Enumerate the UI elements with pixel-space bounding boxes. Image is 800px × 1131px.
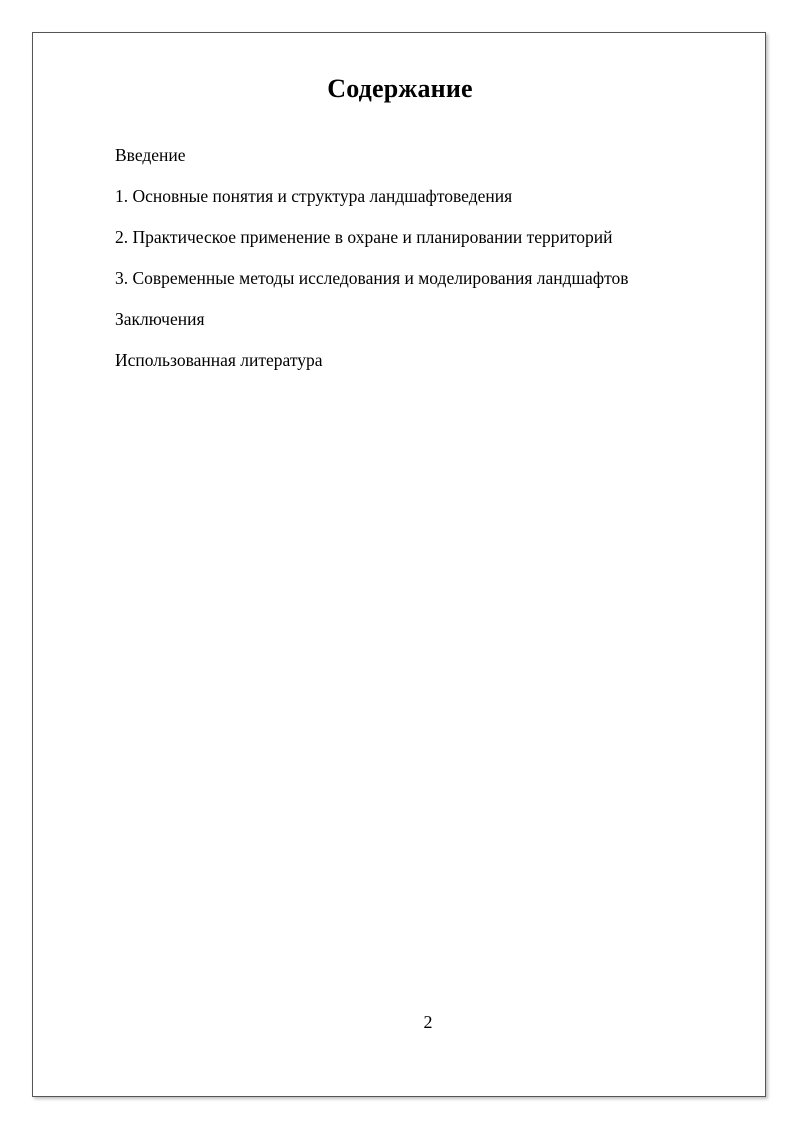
page-title: Содержание (327, 74, 473, 103)
table-of-contents (115, 145, 629, 391)
toc-item-introduction: Введение (115, 145, 186, 165)
toc-item-chapter-1: 1. Основные понятия и структура ландшафтоведения (115, 186, 513, 206)
toc-item-references: Использованная литература (115, 350, 323, 370)
page-number: 2 (423, 1012, 433, 1032)
toc-item-chapter-3: 3. Современные методы исследования и моделирования ландшафтов (115, 268, 629, 288)
toc-item-conclusion: Заключения (115, 309, 205, 329)
toc-item-chapter-2: 2. Практическое применение в охране и планировании территорий (115, 227, 613, 247)
